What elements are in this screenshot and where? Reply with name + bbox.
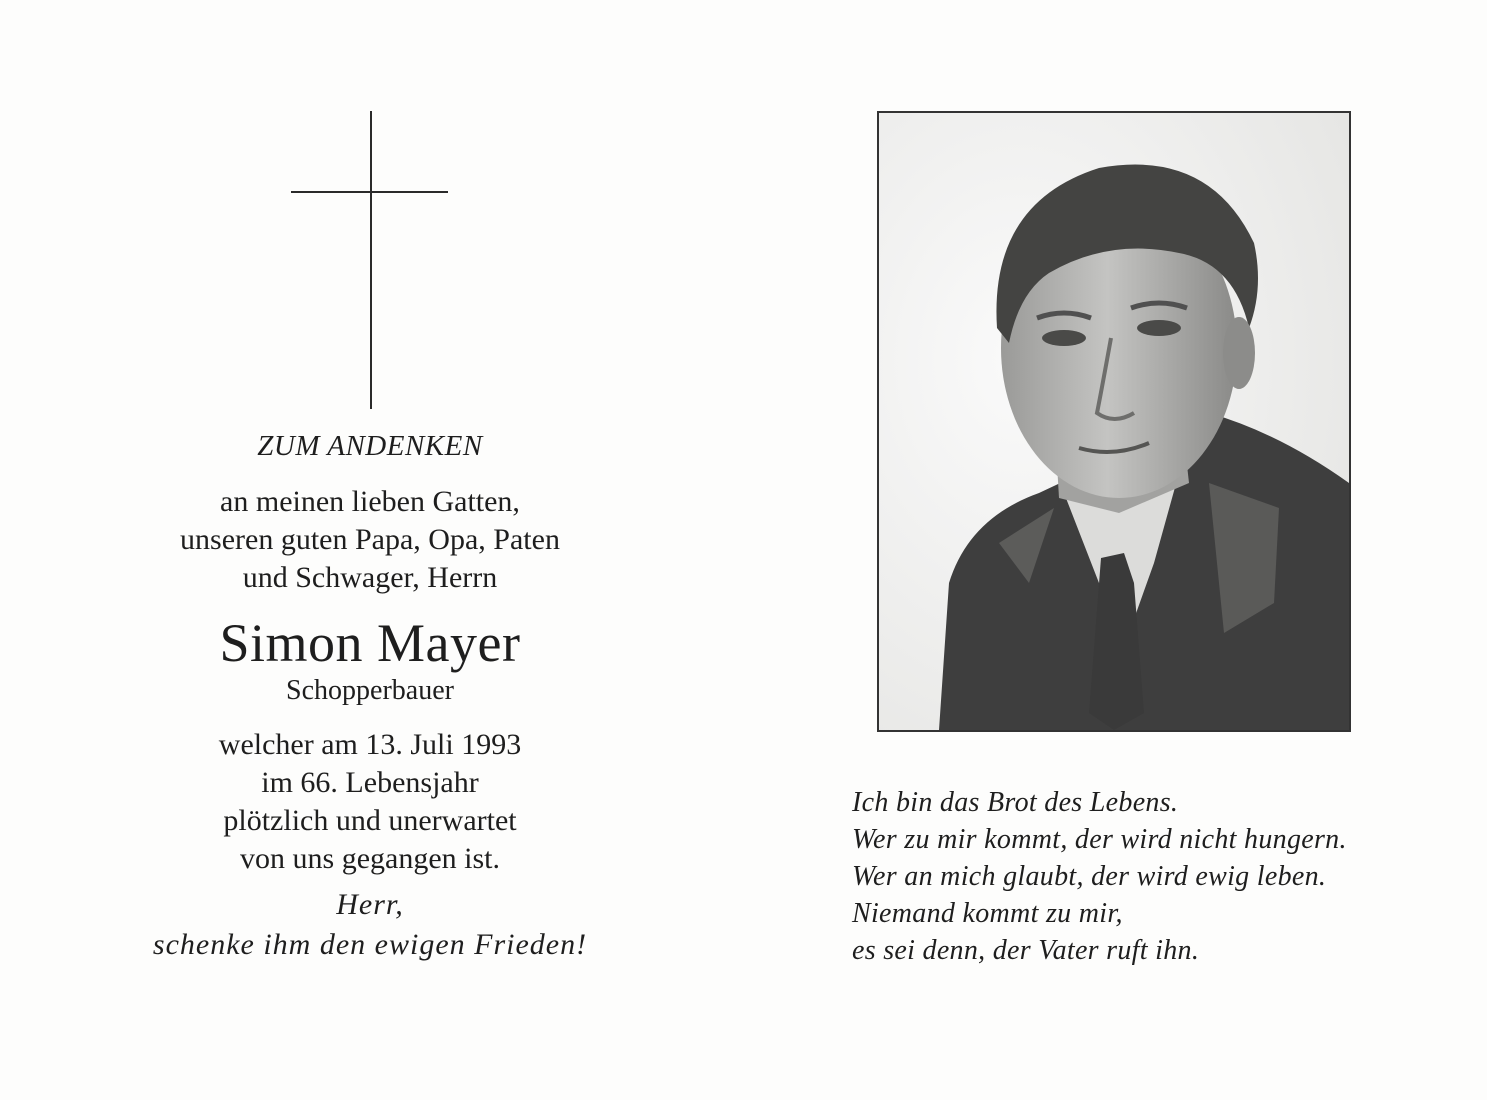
- verse-line: es sei denn, der Vater ruft ihn.: [852, 935, 1200, 966]
- cross-horizontal-bar: [291, 191, 448, 193]
- prayer-line: Herr,: [336, 888, 404, 921]
- verse-line: Niemand kommt zu mir,: [852, 898, 1123, 929]
- verse-line: Ich bin das Brot des Lebens.: [852, 787, 1179, 818]
- dedication-line: an meinen lieben Gatten,: [220, 485, 520, 518]
- verse-line: Wer zu mir kommt, der wird nicht hungern.: [852, 824, 1347, 855]
- details-line: im 66. Lebensjahr: [261, 766, 479, 799]
- verse-line: Wer an mich glaubt, der wird ewig leben.: [852, 861, 1327, 892]
- details-line: welcher am 13. Juli 1993: [218, 728, 522, 761]
- death-details: [100, 726, 640, 878]
- memorial-heading: ZUM ANDENKEN: [257, 430, 483, 462]
- details-line: plötzlich und unerwartet: [223, 804, 517, 837]
- closing-prayer: [100, 885, 640, 965]
- cross-vertical-bar: [370, 111, 372, 409]
- prayer-line: schenke ihm den ewigen Frieden!: [152, 928, 588, 961]
- dedication-text: [100, 483, 640, 597]
- deceased-name: Simon Mayer: [219, 613, 521, 673]
- portrait-photo: [877, 111, 1351, 732]
- dedication-line: unseren guten Papa, Opa, Paten: [180, 523, 560, 556]
- details-line: von uns gegangen ist.: [240, 842, 500, 875]
- bible-verse: [852, 784, 1452, 969]
- dedication-line: und Schwager, Herrn: [242, 561, 498, 594]
- deceased-house-name: Schopperbauer: [286, 675, 454, 706]
- portrait-illustration: [879, 113, 1349, 730]
